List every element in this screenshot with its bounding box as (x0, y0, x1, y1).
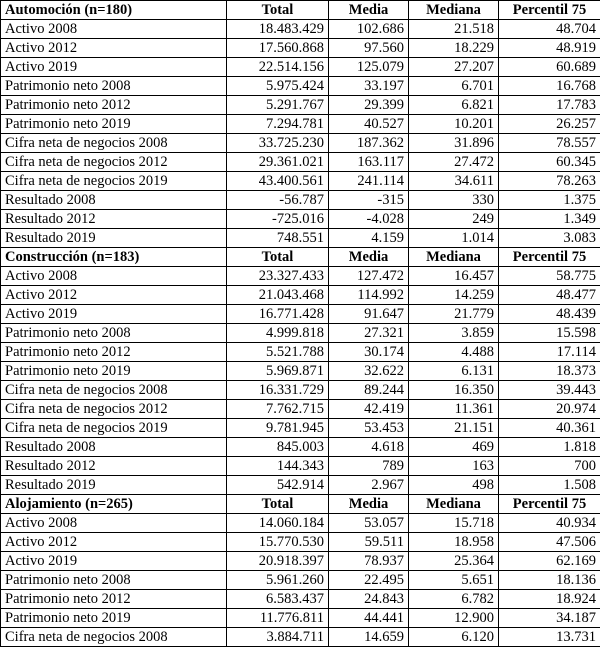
table-cell: 114.992 (329, 286, 409, 305)
table-cell: 1.818 (499, 438, 600, 457)
table-cell: 48.704 (499, 20, 600, 39)
table-cell: 4.618 (329, 438, 409, 457)
column-header: Media (329, 1, 409, 20)
table-row (1, 552, 600, 571)
table-cell: 27.321 (329, 324, 409, 343)
table-row (1, 628, 600, 647)
column-header: Mediana (409, 495, 499, 514)
table-cell: 4.488 (409, 343, 499, 362)
table-cell: 24.843 (329, 590, 409, 609)
table-row (1, 476, 600, 495)
table-cell: 16.768 (499, 77, 600, 96)
table-row (1, 381, 600, 400)
table-cell: 16.771.428 (227, 305, 329, 324)
row-label: Activo 2012 (1, 533, 227, 552)
table-cell: 14.259 (409, 286, 499, 305)
table-cell: 1.508 (499, 476, 600, 495)
table-row (1, 229, 600, 248)
table-cell: 60.689 (499, 58, 600, 77)
table-cell: 5.291.767 (227, 96, 329, 115)
table-cell: 18.229 (409, 39, 499, 58)
table-cell: 163 (409, 457, 499, 476)
column-header: Percentil 75 (499, 248, 600, 267)
table-cell: 6.120 (409, 628, 499, 647)
table-row (1, 533, 600, 552)
table-row (1, 115, 600, 134)
table-cell: 5.651 (409, 571, 499, 590)
table-cell: 11.361 (409, 400, 499, 419)
table-cell: 127.472 (329, 267, 409, 286)
table-cell: 18.924 (499, 590, 600, 609)
table-cell: 542.914 (227, 476, 329, 495)
table-cell: 26.257 (499, 115, 600, 134)
column-header: Media (329, 248, 409, 267)
section-header-row (1, 248, 600, 267)
table-cell: 22.514.156 (227, 58, 329, 77)
column-header: Mediana (409, 1, 499, 20)
table-cell: 60.345 (499, 153, 600, 172)
table-cell: 789 (329, 457, 409, 476)
table-cell: 34.187 (499, 609, 600, 628)
table-cell: 21.518 (409, 20, 499, 39)
row-label: Resultado 2008 (1, 438, 227, 457)
table-cell: 43.400.561 (227, 172, 329, 191)
table-cell: 21.779 (409, 305, 499, 324)
table-cell: 6.782 (409, 590, 499, 609)
row-label: Activo 2012 (1, 286, 227, 305)
table-cell: 48.919 (499, 39, 600, 58)
table-row (1, 457, 600, 476)
table-row (1, 438, 600, 457)
table-cell: 59.511 (329, 533, 409, 552)
column-header: Total (227, 248, 329, 267)
table-cell: 30.174 (329, 343, 409, 362)
row-label: Cifra neta de negocios 2008 (1, 628, 227, 647)
table-cell: 17.783 (499, 96, 600, 115)
table-cell: 7.762.715 (227, 400, 329, 419)
table-row (1, 267, 600, 286)
table-cell: 1.349 (499, 210, 600, 229)
table-cell: 29.361.021 (227, 153, 329, 172)
table-cell: 48.439 (499, 305, 600, 324)
table-cell: 469 (409, 438, 499, 457)
section-header-row (1, 495, 600, 514)
table-cell: 40.361 (499, 419, 600, 438)
table-cell: 97.560 (329, 39, 409, 58)
table-cell: 241.114 (329, 172, 409, 191)
table-cell: 163.117 (329, 153, 409, 172)
table-row (1, 172, 600, 191)
table-cell: 42.419 (329, 400, 409, 419)
row-label: Activo 2012 (1, 39, 227, 58)
row-label: Activo 2019 (1, 58, 227, 77)
table-cell: 78.557 (499, 134, 600, 153)
row-label: Cifra neta de negocios 2012 (1, 153, 227, 172)
row-label: Cifra neta de negocios 2019 (1, 172, 227, 191)
table-cell: 33.725.230 (227, 134, 329, 153)
column-header: Media (329, 495, 409, 514)
table-cell: 78.263 (499, 172, 600, 191)
table-row (1, 514, 600, 533)
row-label: Activo 2019 (1, 305, 227, 324)
table-cell: 9.781.945 (227, 419, 329, 438)
table-cell: -56.787 (227, 191, 329, 210)
table-cell: 17.114 (499, 343, 600, 362)
table-cell: 4.999.818 (227, 324, 329, 343)
table-cell: 27.207 (409, 58, 499, 77)
row-label: Cifra neta de negocios 2019 (1, 419, 227, 438)
row-label: Resultado 2012 (1, 457, 227, 476)
table-cell: 12.900 (409, 609, 499, 628)
table-cell: 53.453 (329, 419, 409, 438)
table-cell: 3.884.711 (227, 628, 329, 647)
table-row (1, 419, 600, 438)
row-label: Resultado 2012 (1, 210, 227, 229)
table-cell: 187.362 (329, 134, 409, 153)
table-cell: 249 (409, 210, 499, 229)
column-header: Mediana (409, 248, 499, 267)
row-label: Activo 2019 (1, 552, 227, 571)
row-label: Patrimonio neto 2019 (1, 609, 227, 628)
table-cell: 498 (409, 476, 499, 495)
table-cell: 21.043.468 (227, 286, 329, 305)
table-cell: 6.701 (409, 77, 499, 96)
table-cell: 91.647 (329, 305, 409, 324)
table-row (1, 20, 600, 39)
table-cell: 16.457 (409, 267, 499, 286)
table-cell: 40.934 (499, 514, 600, 533)
table-cell: 330 (409, 191, 499, 210)
table-cell: 44.441 (329, 609, 409, 628)
table-row (1, 153, 600, 172)
table-cell: 78.937 (329, 552, 409, 571)
row-label: Patrimonio neto 2012 (1, 343, 227, 362)
table-cell: 5.961.260 (227, 571, 329, 590)
row-label: Cifra neta de negocios 2008 (1, 134, 227, 153)
table-row (1, 305, 600, 324)
table-cell: 89.244 (329, 381, 409, 400)
table-cell: 62.169 (499, 552, 600, 571)
row-label: Activo 2008 (1, 267, 227, 286)
table-row (1, 96, 600, 115)
section-title: Construcción (n=183) (1, 248, 227, 267)
row-label: Resultado 2019 (1, 229, 227, 248)
table-cell: 15.718 (409, 514, 499, 533)
table-cell: 13.731 (499, 628, 600, 647)
table-cell: 700 (499, 457, 600, 476)
table-row (1, 362, 600, 381)
table-cell: 4.159 (329, 229, 409, 248)
table-row (1, 400, 600, 419)
row-label: Activo 2008 (1, 20, 227, 39)
table-cell: 27.472 (409, 153, 499, 172)
table-cell: 34.611 (409, 172, 499, 191)
table-row (1, 343, 600, 362)
column-header: Total (227, 1, 329, 20)
table-body (1, 1, 600, 647)
table-cell: 2.967 (329, 476, 409, 495)
table-cell: 125.079 (329, 58, 409, 77)
table-cell: 15.598 (499, 324, 600, 343)
table-cell: 25.364 (409, 552, 499, 571)
section-title: Alojamiento (n=265) (1, 495, 227, 514)
table-cell: 40.527 (329, 115, 409, 134)
table-cell: 6.583.437 (227, 590, 329, 609)
row-label: Patrimonio neto 2008 (1, 77, 227, 96)
table-row (1, 590, 600, 609)
table-cell: 6.821 (409, 96, 499, 115)
table-cell: 47.506 (499, 533, 600, 552)
table-cell: 23.327.433 (227, 267, 329, 286)
table-cell: 39.443 (499, 381, 600, 400)
row-label: Patrimonio neto 2008 (1, 324, 227, 343)
table-cell: 22.495 (329, 571, 409, 590)
table-cell: 11.776.811 (227, 609, 329, 628)
table-cell: 18.373 (499, 362, 600, 381)
row-label: Patrimonio neto 2019 (1, 115, 227, 134)
table-cell: -4.028 (329, 210, 409, 229)
table-cell: 845.003 (227, 438, 329, 457)
table-cell: 18.136 (499, 571, 600, 590)
table-cell: 14.060.184 (227, 514, 329, 533)
row-label: Patrimonio neto 2012 (1, 96, 227, 115)
column-header: Percentil 75 (499, 495, 600, 514)
table-cell: 17.560.868 (227, 39, 329, 58)
table-cell: 5.521.788 (227, 343, 329, 362)
table-cell: 33.197 (329, 77, 409, 96)
table-cell: 6.131 (409, 362, 499, 381)
table-cell: 20.918.397 (227, 552, 329, 571)
column-header: Total (227, 495, 329, 514)
table-cell: 14.659 (329, 628, 409, 647)
table-cell: 5.975.424 (227, 77, 329, 96)
table-cell: 748.551 (227, 229, 329, 248)
table-cell: 58.775 (499, 267, 600, 286)
table-row (1, 324, 600, 343)
row-label: Patrimonio neto 2019 (1, 362, 227, 381)
table-cell: 3.859 (409, 324, 499, 343)
table-row (1, 77, 600, 96)
table-cell: 1.375 (499, 191, 600, 210)
section-title: Automoción (n=180) (1, 1, 227, 20)
table-cell: 48.477 (499, 286, 600, 305)
table-cell: 18.958 (409, 533, 499, 552)
table-cell: 18.483.429 (227, 20, 329, 39)
table-cell: 15.770.530 (227, 533, 329, 552)
table-cell: 32.622 (329, 362, 409, 381)
table-cell: 21.151 (409, 419, 499, 438)
table-cell: 7.294.781 (227, 115, 329, 134)
row-label: Resultado 2008 (1, 191, 227, 210)
row-label: Resultado 2019 (1, 476, 227, 495)
table-cell: 53.057 (329, 514, 409, 533)
table-row (1, 191, 600, 210)
row-label: Activo 2008 (1, 514, 227, 533)
table-cell: 102.686 (329, 20, 409, 39)
table-cell: 144.343 (227, 457, 329, 476)
table-cell: 20.974 (499, 400, 600, 419)
table-row (1, 286, 600, 305)
table-row (1, 210, 600, 229)
table-row (1, 609, 600, 628)
table-cell: 10.201 (409, 115, 499, 134)
table-cell: 16.350 (409, 381, 499, 400)
table-cell: 16.331.729 (227, 381, 329, 400)
table-row (1, 571, 600, 590)
table-cell: 29.399 (329, 96, 409, 115)
table-cell: 1.014 (409, 229, 499, 248)
table-cell: 3.083 (499, 229, 600, 248)
table-row (1, 58, 600, 77)
column-header: Percentil 75 (499, 1, 600, 20)
section-header-row (1, 1, 600, 20)
table-cell: 31.896 (409, 134, 499, 153)
table-cell: -725.016 (227, 210, 329, 229)
row-label: Patrimonio neto 2008 (1, 571, 227, 590)
table-row (1, 39, 600, 58)
table-cell: 5.969.871 (227, 362, 329, 381)
table-row (1, 134, 600, 153)
row-label: Patrimonio neto 2012 (1, 590, 227, 609)
row-label: Cifra neta de negocios 2008 (1, 381, 227, 400)
row-label: Cifra neta de negocios 2012 (1, 400, 227, 419)
table-cell: -315 (329, 191, 409, 210)
